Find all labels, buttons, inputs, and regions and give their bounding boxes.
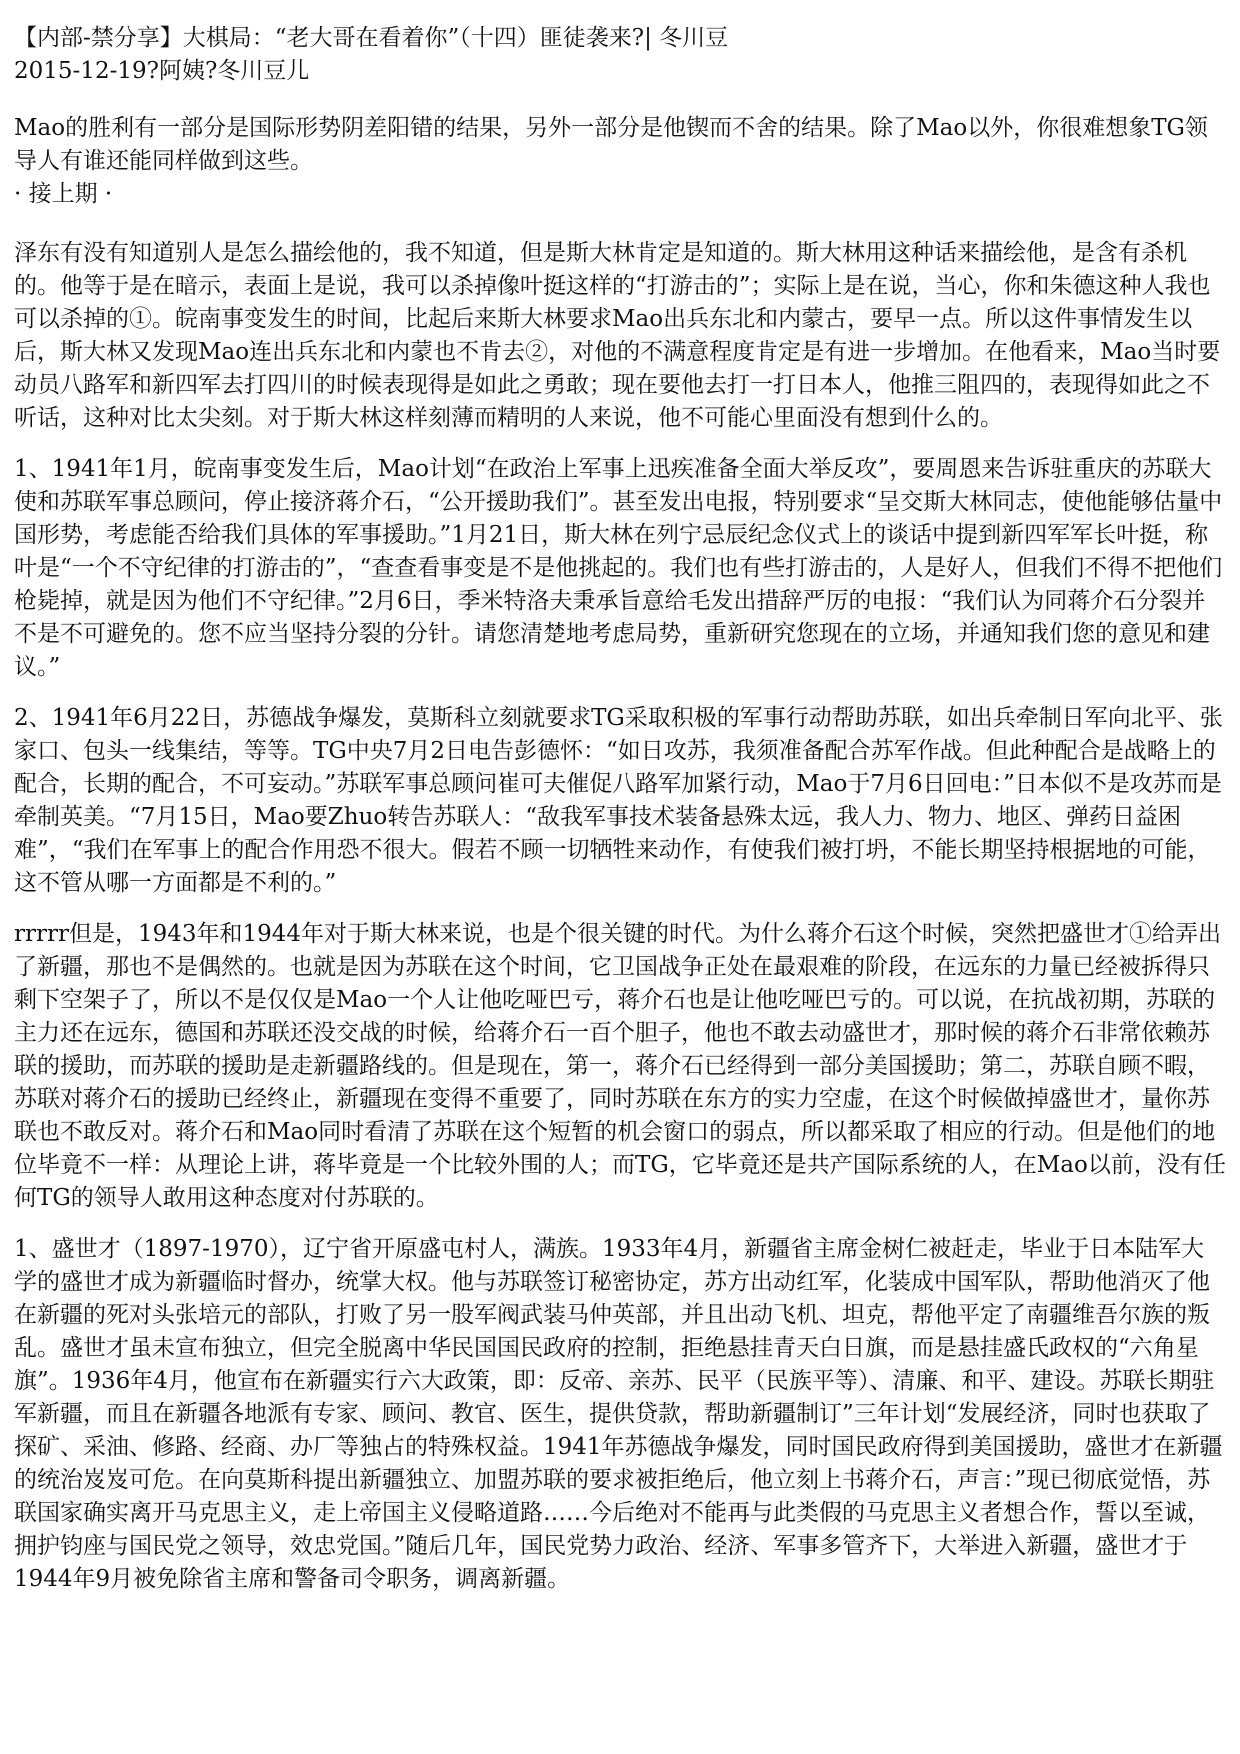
- article-meta: 2015-12-19?阿姨?冬川豆儿: [14, 58, 310, 84]
- footnote-paragraph: 1、盛世才（1897-1970），辽宁省开原盛屯村人，满族。1933年4月，新疆省主席金树仁被赶走，毕业于日本陆军大学的盛世才成为新疆临时督办，统掌大权。他与苏联签订秘密协定，苏方出动红军，化装成中国军队，帮助他消灭了他在新疆的死对头张培元的部队，打败了另一股军阀武装马仲英部，并且出动飞机、坦克，帮他平定了南疆维吾尔族的叛乱。盛世才虽未宣布独立，但完全脱离中华民国国民政府的控制，拒绝悬挂青天白日旗，而是悬挂盛氏政权的“六角星旗”。1936年4月，他宣布在新疆实行六大政策，即：反帝、亲苏、民平（民族平等）、清廉、和平、建设。苏联长期驻军新疆，而且在新疆各地派有专家、顾问、教官、医生，提供贷款，帮助新疆制订”三年计划“发展经济，同时也获取了探矿、采油、修路、经商、办厂等独占的特殊权益。1941年苏德战争爆发，同时国民政府得到美国援助，盛世才在新疆的统治岌岌可危。在向莫斯科提出新疆独立、加盟苏联的要求被拒绝后，他立刻上书蒋介石，声言：”现已彻底觉悟，苏联国家确实离开马克思主义，走上帝国主义侵略道路……今后绝对不能再与此类假的马克思主义者想合作，誓以至诚，拥护钧座与国民党之领导，效忠党国。”随后几年，国民党势力政治、经济、军事多管齐下，大举进入新疆，盛世才于1944年9月被免除省主席和警备司令职务，调离新疆。: [14, 1236, 1223, 1592]
- intro-paragraph: Mao的胜利有一部分是国际形势阴差阳错的结果，另外一部分是他锲而不舍的结果。除了Mao以外，你很难想象TG领导人有谁还能同样做到这些。: [14, 115, 1208, 174]
- continued-marker: · 接上期 ·: [14, 181, 113, 207]
- body-paragraph: rrrrr但是，1943年和1944年对于斯大林来说，也是个很关键的时代。为什么蒋介石这个时候，突然把盛世才①给弄出了新疆，那也不是偶然的。也就是因为苏联在这个时间，它卫国战争正处在最艰难的阶段，在远东的力量已经被拆得只剩下空架子了，所以不是仅仅是Mao一个人让他吃哑巴亏，蒋介石也是让他吃哑巴亏的。可以说，在抗战初期，苏联的主力还在远东，德国和苏联还没交战的时候，给蒋介石一百个胆子，他也不敢去动盛世才，那时候的蒋介石非常依赖苏联的援助，而苏联的援助是走新疆路线的。但是现在，第一，蒋介石已经得到一部分美国援助；第二，苏联自顾不暇，苏联对蒋介石的援助已经终止，新疆现在变得不重要了，同时苏联在东方的实力空虚，在这个时候做掉盛世才，量你苏联也不敢反对。蒋介石和Mao同时看清了苏联在这个短暂的机会窗口的弱点，所以都采取了相应的行动。但是他们的地位毕竟不一样：从理论上讲，蒋毕竟是一个比较外围的人；而TG，它毕竟还是共产国际系统的人，在Mao以前，没有任何TG的领导人敢用这种态度对付苏联的。: [14, 921, 1226, 1211]
- footnote-paragraph: 2、1941年6月22日，苏德战争爆发，莫斯科立刻就要求TG采取积极的军事行动帮助苏联，如出兵牵制日军向北平、张家口、包头一线集结，等等。TG中央7月2日电告彭德怀：“如日攻苏，我须准备配合苏军作战。但此种配合是战略上的配合，长期的配合，不可妄动。”苏联军事总顾问崔可夫催促八路军加紧行动，Mao于7月6日回电：”日本似不是攻苏而是牵制英美。“7月15日，Mao要Zhuo转告苏联人：“敌我军事技术装备悬殊太远，我人力、物力、地区、弹药日益困难”，“我们在军事上的配合作用恐不很大。假若不顾一切牺牲来动作，有使我们被打坍，不能长期坚持根据地的可能，这不管从哪一方面都是不利的。”: [14, 705, 1223, 896]
- body-paragraph: 泽东有没有知道别人是怎么描绘他的，我不知道，但是斯大林肯定是知道的。斯大林用这种话来描绘他，是含有杀机的。他等于是在暗示，表面上是说，我可以杀掉像叶挺这样的“打游击的”；实际上是在说，当心，你和朱德这种人我也可以杀掉的①。皖南事变发生的时间，比起后来斯大林要求Mao出兵东北和内蒙古，要早一点。所以这件事情发生以后，斯大林又发现Mao连出兵东北和内蒙也不肯去②，对他的不满意程度肯定是有进一步增加。在他看来，Mao当时要动员八路军和新四军去打四川的时候表现得是如此之勇敢；现在要他去打一打日本人，他推三阻四的，表现得如此之不听话，这种对比太尖刻。对于斯大林这样刻薄而精明的人来说，他不可能心里面没有想到什么的。: [14, 240, 1221, 431]
- footnote-paragraph: 1、1941年1月，皖南事变发生后，Mao计划“在政治上军事上迅疾准备全面大举反攻”，要周恩来告诉驻重庆的苏联大使和苏联军事总顾问，停止接济蒋介石，“公开援助我们”。甚至发出电报，特别要求“呈交斯大林同志，使他能够估量中国形势，考虑能否给我们具体的军事援助。”1月21日，斯大林在列宁忌辰纪念仪式上的谈话中提到新四军军长叶挺，称叶是“一个不守纪律的打游击的”，“查查看事变是不是他挑起的。我们也有些打游击的，人是好人，但我们不得不把他们枪毙掉，就是因为他们不守纪律。”2月6日，季米特洛夫秉承旨意给毛发出措辞严厉的电报：“我们认为同蒋介石分裂并不是不可避免的。您不应当坚持分裂的分针。请您清楚地考虑局势，重新研究您现在的立场，并通知我们您的意见和建议。”: [14, 456, 1223, 680]
- article-title: 【内部-禁分享】大棋局：“老大哥在看着你”（十四）匪徒袭来?| 冬川豆: [14, 25, 729, 51]
